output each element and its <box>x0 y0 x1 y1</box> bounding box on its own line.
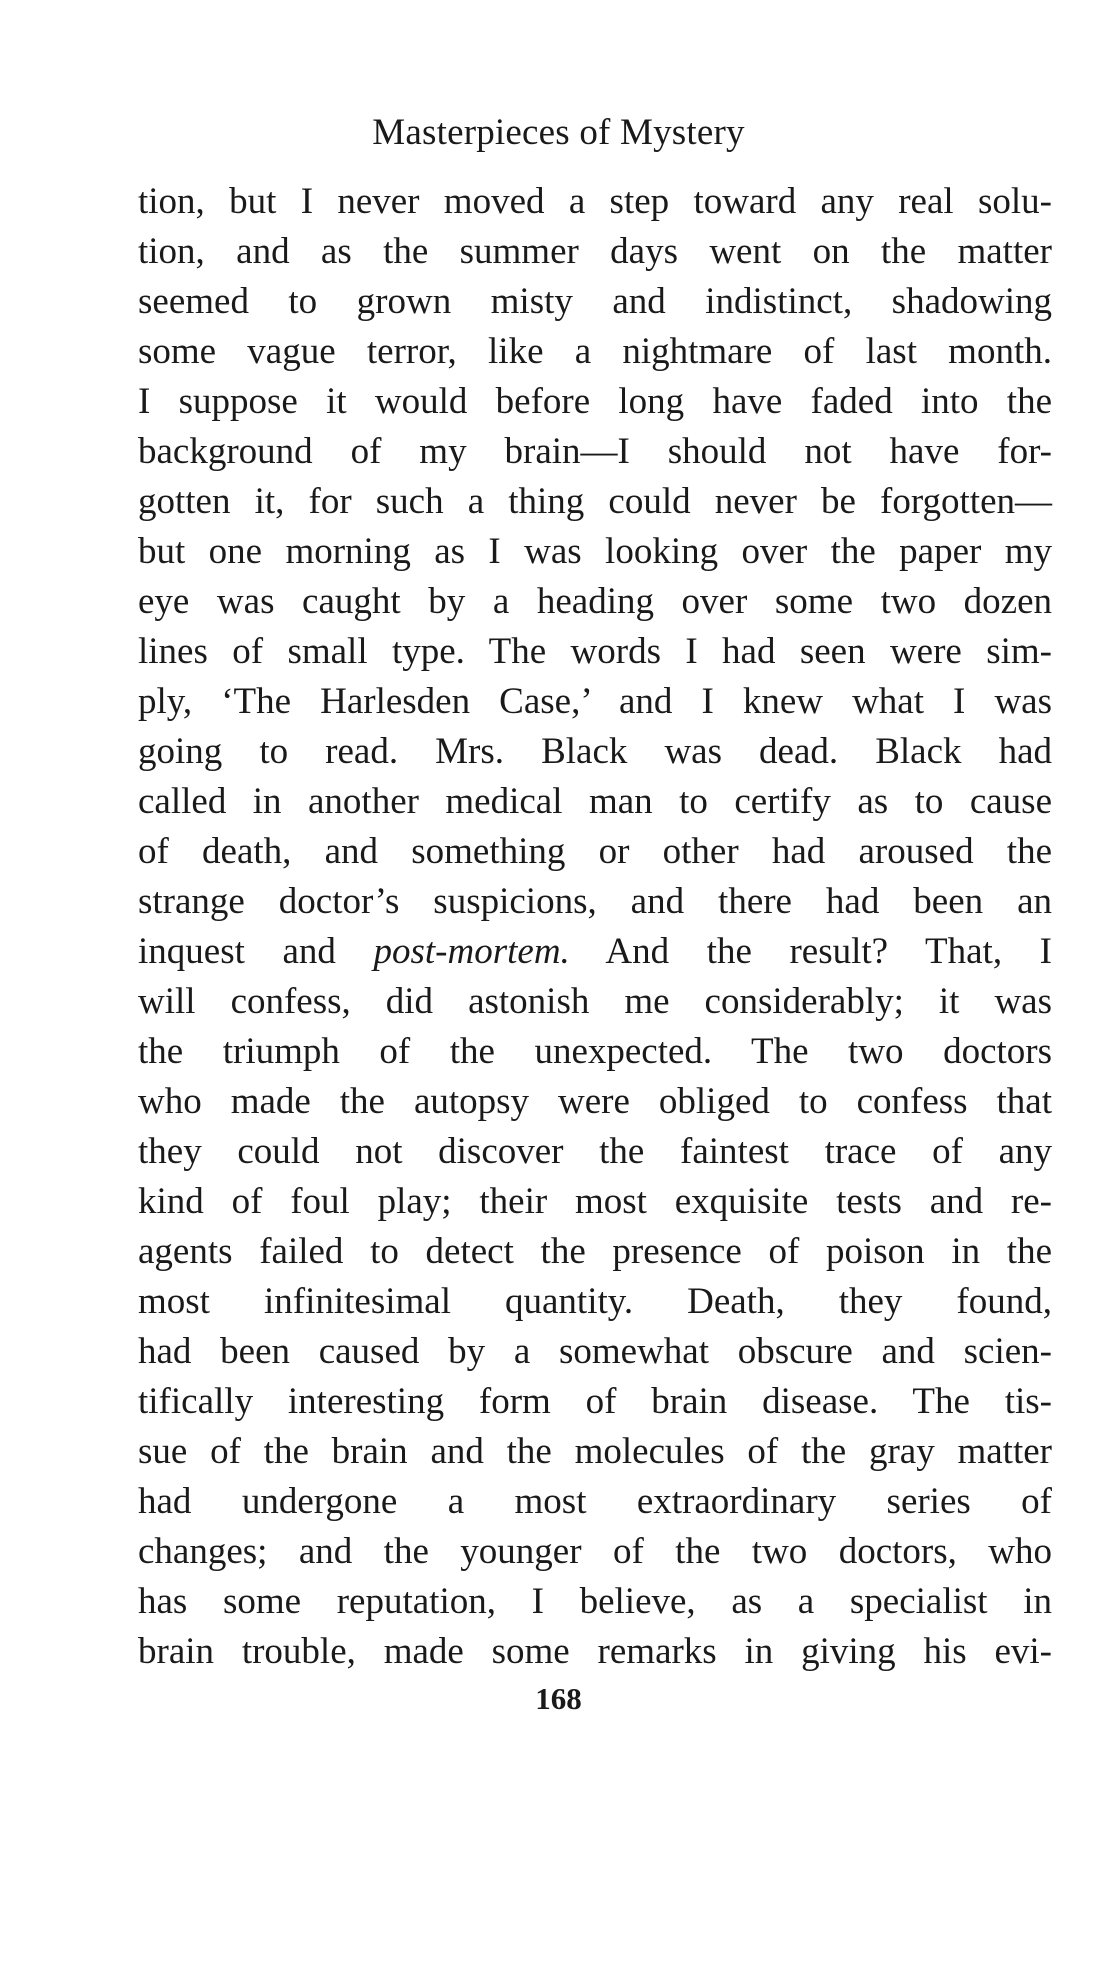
text-line: had been caused by a somewhat obscure and scien- <box>138 1331 1052 1372</box>
text-line: tifically interesting form of brain disease. The tis- <box>138 1381 1052 1422</box>
text-line: kind of foul play; their most exquisite tests and re- <box>138 1181 1052 1222</box>
text-line: had undergone a most extraordinary series of <box>138 1481 1052 1522</box>
text-line: lines of small type. The words I had seen were sim- <box>138 631 1052 672</box>
text-line: seemed to grown misty and indistinct, shadowing <box>138 281 1052 322</box>
text-line: background of my brain—I should not have for- <box>138 431 1052 472</box>
text-line: ply, ‘The Harlesden Case,’ and I knew what I was <box>138 681 1052 722</box>
text-line: I suppose it would before long have faded into the <box>138 381 1052 422</box>
text-line: called in another medical man to certify as to cause <box>138 781 1052 822</box>
text-line: most infinitesimal quantity. Death, they found, <box>138 1281 1052 1322</box>
text-line: tion, but I never moved a step toward any real solu- <box>138 181 1052 222</box>
body-text <box>138 177 1052 1677</box>
text-line: some vague terror, like a nightmare of last month. <box>138 331 1052 372</box>
text-line: agents failed to detect the presence of poison in the <box>138 1231 1052 1272</box>
text-line: going to read. Mrs. Black was dead. Black had <box>138 731 1052 772</box>
text-line: brain trouble, made some remarks in giving his evi- <box>138 1631 1052 1672</box>
text-line: sue of the brain and the molecules of the gray matter <box>138 1431 1052 1472</box>
text-line: tion, and as the summer days went on the matter <box>138 231 1052 272</box>
running-head: Masterpieces of Mystery <box>372 112 745 153</box>
page-number: 168 <box>535 1681 582 1716</box>
text-line: they could not discover the faintest trace of any <box>138 1131 1052 1172</box>
text-line: will confess, did astonish me considerably; it was <box>138 981 1052 1022</box>
text-line: who made the autopsy were obliged to confess that <box>138 1081 1052 1122</box>
line-segment: And the result? That, I <box>569 931 1052 972</box>
text-line: strange doctor’s suspicions, and there had been an <box>138 881 1052 922</box>
text-line: eye was caught by a heading over some two dozen <box>138 581 1052 622</box>
text-line: but one morning as I was looking over the paper my <box>138 531 1052 572</box>
italic-term: post-mortem. <box>373 931 570 972</box>
text-line: gotten it, for such a thing could never be forgotten— <box>138 481 1052 522</box>
text-line: has some reputation, I believe, as a specialist in <box>138 1581 1052 1622</box>
text-line: of death, and something or other had aroused the <box>138 831 1052 872</box>
text-line: changes; and the younger of the two doctors, who <box>138 1531 1052 1572</box>
text-line-with-italic <box>138 927 1052 977</box>
text-line: the triumph of the unexpected. The two doctors <box>138 1031 1052 1072</box>
line-segment: inquest and <box>138 931 374 972</box>
